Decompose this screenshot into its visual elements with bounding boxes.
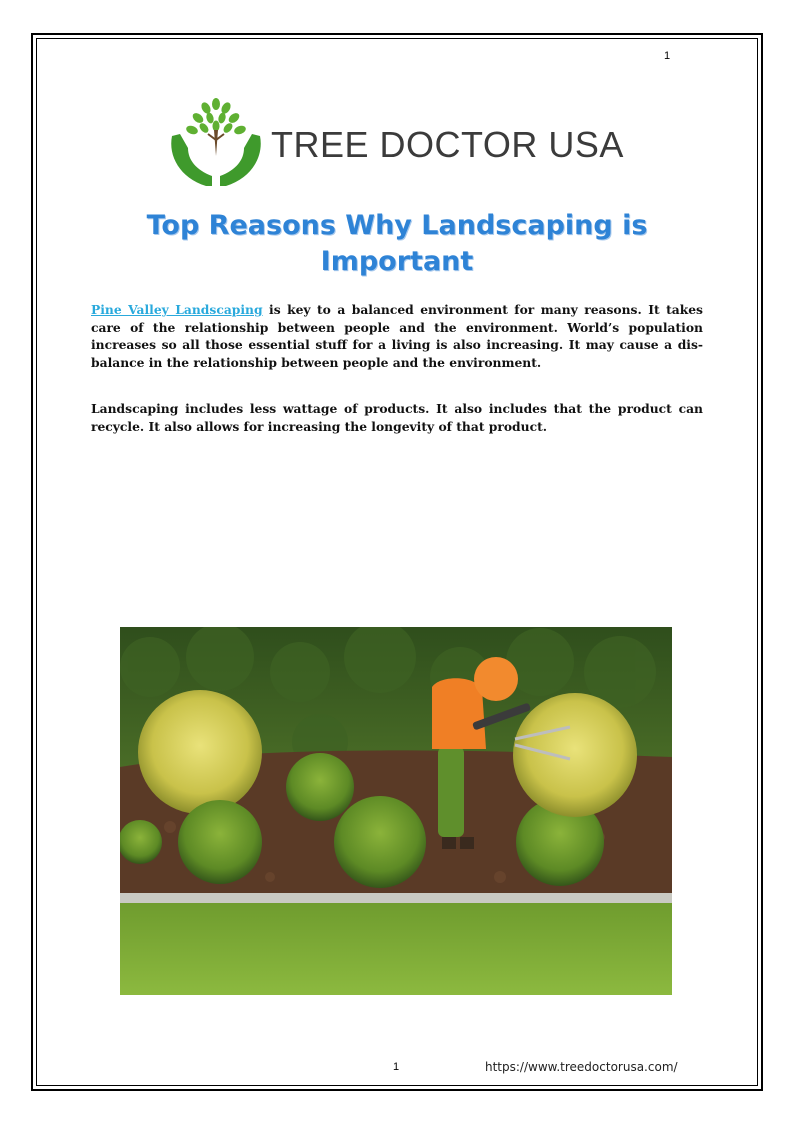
second-paragraph: Landscaping includes less wattage of products. It also includes that the product can recycle. It also allows for increasing the longevity of that product. <box>91 401 703 434</box>
footer-url-link[interactable]: https://www.treedoctorusa.com/ <box>485 1060 678 1074</box>
leaf-hands-icon <box>166 96 266 192</box>
document-title <box>90 208 704 280</box>
page-number-top: 1 <box>664 50 671 62</box>
logo-text: TREE DOCTOR USA <box>271 124 624 165</box>
pine-valley-landscaping-link[interactable]: Pine Valley Landscaping <box>91 302 263 317</box>
intro-paragraph <box>91 301 703 371</box>
page-number-bottom: 1 <box>393 1061 400 1073</box>
title-line-1: Top Reasons Why Landscaping is <box>146 210 648 241</box>
title-line-2: Important <box>320 246 474 277</box>
intro-paragraph-text: is key to a balanced environment for many reasons. It takes care of the relationship between people and the environment. World’s population increases so all those essential stuff for a living is also increasing. It may cause a dis-balance in the relationship between people and the environment. <box>91 302 703 370</box>
landscaper-trimming-shrubs-photo <box>120 627 672 995</box>
